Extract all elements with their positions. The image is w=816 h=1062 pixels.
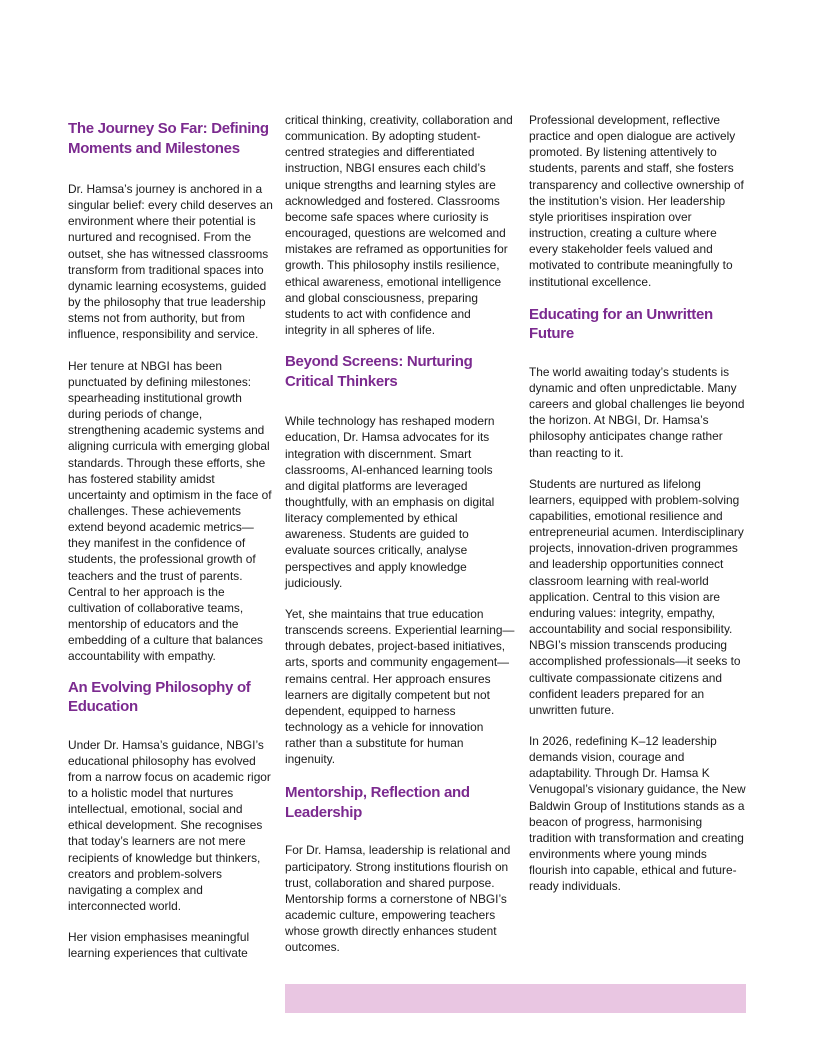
heading-mentorship: Mentorship, Reflection and Leadership xyxy=(285,784,470,821)
heading-journey: The Journey So Far: Defining Moments and Milestones xyxy=(68,120,269,157)
column-3 xyxy=(529,112,747,895)
paragraph: The world awaiting today’s students is dynamic and often unpredictable. Many careers and global challenges lie beyond the horizon. At NBGI, Dr. Hamsa’s philosophy anticipates change rather than reacting to it. xyxy=(529,364,745,460)
heading-unwritten-future: Educating for an Unwritten Future xyxy=(529,305,713,343)
paragraph: Her vision emphasises meaningful learning experiences that cultivate xyxy=(68,930,250,961)
decorative-band xyxy=(285,984,746,1013)
paragraph: While technology has reshaped modern education, Dr. Hamsa advocates for its integration with discernment. Smart classrooms, AI-enhanced learning tools and digital platforms are leveraged thoughtfully, with an emphasis on digital literacy complemented by ethical awareness. Students are guided to evaluate sources critically, analyse perspectives and apply knowledge judiciously. xyxy=(285,414,495,590)
heading-beyond-screens: Beyond Screens: Nurturing Critical Thinkers xyxy=(285,353,473,390)
paragraph: Yet, she maintains that true education transcends screens. Experiential learning—through debates, project-based initiatives, arts, sports and community engagement—remains central. Her approach ensures learners are digitally competent but not dependent, equipped to harness technology as a vehicle for innovation rather than a substitute for human ingenuity. xyxy=(285,606,515,767)
paragraph: critical thinking, creativity, collaboration and communication. By adopting student-centred strategies and differentiated instruction, NBGI ensures each child’s unique strengths and learning styles are acknowledged and fostered. Classrooms become safe spaces where curiosity is encouraged, questions are welcomed and mistakes are reframed as opportunities for growth. This philosophy instils resilience, ethical awareness, emotional intelligence and global consciousness, preparing students to act with confidence and integrity in all spheres of life. xyxy=(285,113,513,338)
paragraph: For Dr. Hamsa, leadership is relational and participatory. Strong institutions flourish on trust, collaboration and shared purpose. Mentorship forms a cornerstone of NBGI’s academic culture, empowering teachers whose growth directly enhances student outcomes. xyxy=(285,843,511,955)
paragraph: In 2026, redefining K–12 leadership demands vision, courage and adaptability. Through Dr. Hamsa K Venugopal’s visionary guidance, the New Baldwin Group of Institutions stands as a beacon of progress, harmonising tradition with transformation and creating environments where young minds flourish into capable, ethical and future-ready individuals. xyxy=(529,734,746,894)
paragraph: Her tenure at NBGI has been punctuated by defining milestones: spearheading institutional growth during periods of change, strengthening academic systems and aligning curricula with emerging global standards. Through these efforts, she has fostered stability amidst uncertainty and optimism in the face of challenges. These achievements extend beyond academic metrics—they manifest in the confidence of students, the professional growth of teachers and the trust of parents. Central to her approach is the cultivation of collaborative teams, mentorship of educators and the embedding of a culture that balances accountability with empathy. xyxy=(68,358,272,664)
paragraph: Professional development, reflective practice and open dialogue are actively promoted. By listening attentively to students, parents and staff, she fosters transparency and collective ownership of the institution’s vision. Her leadership style prioritises inspiration over instruction, creating a culture where every stakeholder feels valued and motivated to contribute meaningfully to institutional excellence. xyxy=(529,113,744,289)
paragraph: Dr. Hamsa’s journey is anchored in a singular belief: every child deserves an environment where their potential is nurtured and recognised. From the outset, she has witnessed classrooms transform from traditional spaces into dynamic learning ecosystems, guided by the philosophy that true leadership stems not from authority, but from influence, responsibility and service. xyxy=(68,182,273,342)
paragraph: Under Dr. Hamsa’s guidance, NBGI’s educational philosophy has evolved from a narrow focus on academic rigor to a holistic model that nurtures intellectual, emotional, social and ethical development. She recognises that today’s learners are not mere recipients of knowledge but thinkers, creators and problem-solvers navigating a complex and interconnected world. xyxy=(68,737,271,914)
heading-philosophy: An Evolving Philosophy of Education xyxy=(68,678,251,716)
column-1 xyxy=(68,112,273,962)
column-2 xyxy=(285,112,515,956)
paragraph: Students are nurtured as lifelong learners, equipped with problem-solving capabilities, emotional resilience and entrepreneurial acumen. Interdisciplinary projects, innovation-driven programmes and leadership opportunities connect classroom learning with real-world application. Central to this vision are enduring values: integrity, empathy, accountability and social responsibility. NBGI’s mission transcends producing accomplished professionals—it seeks to cultivate compassionate citizens and confident leaders prepared for an unwritten future. xyxy=(529,476,744,717)
